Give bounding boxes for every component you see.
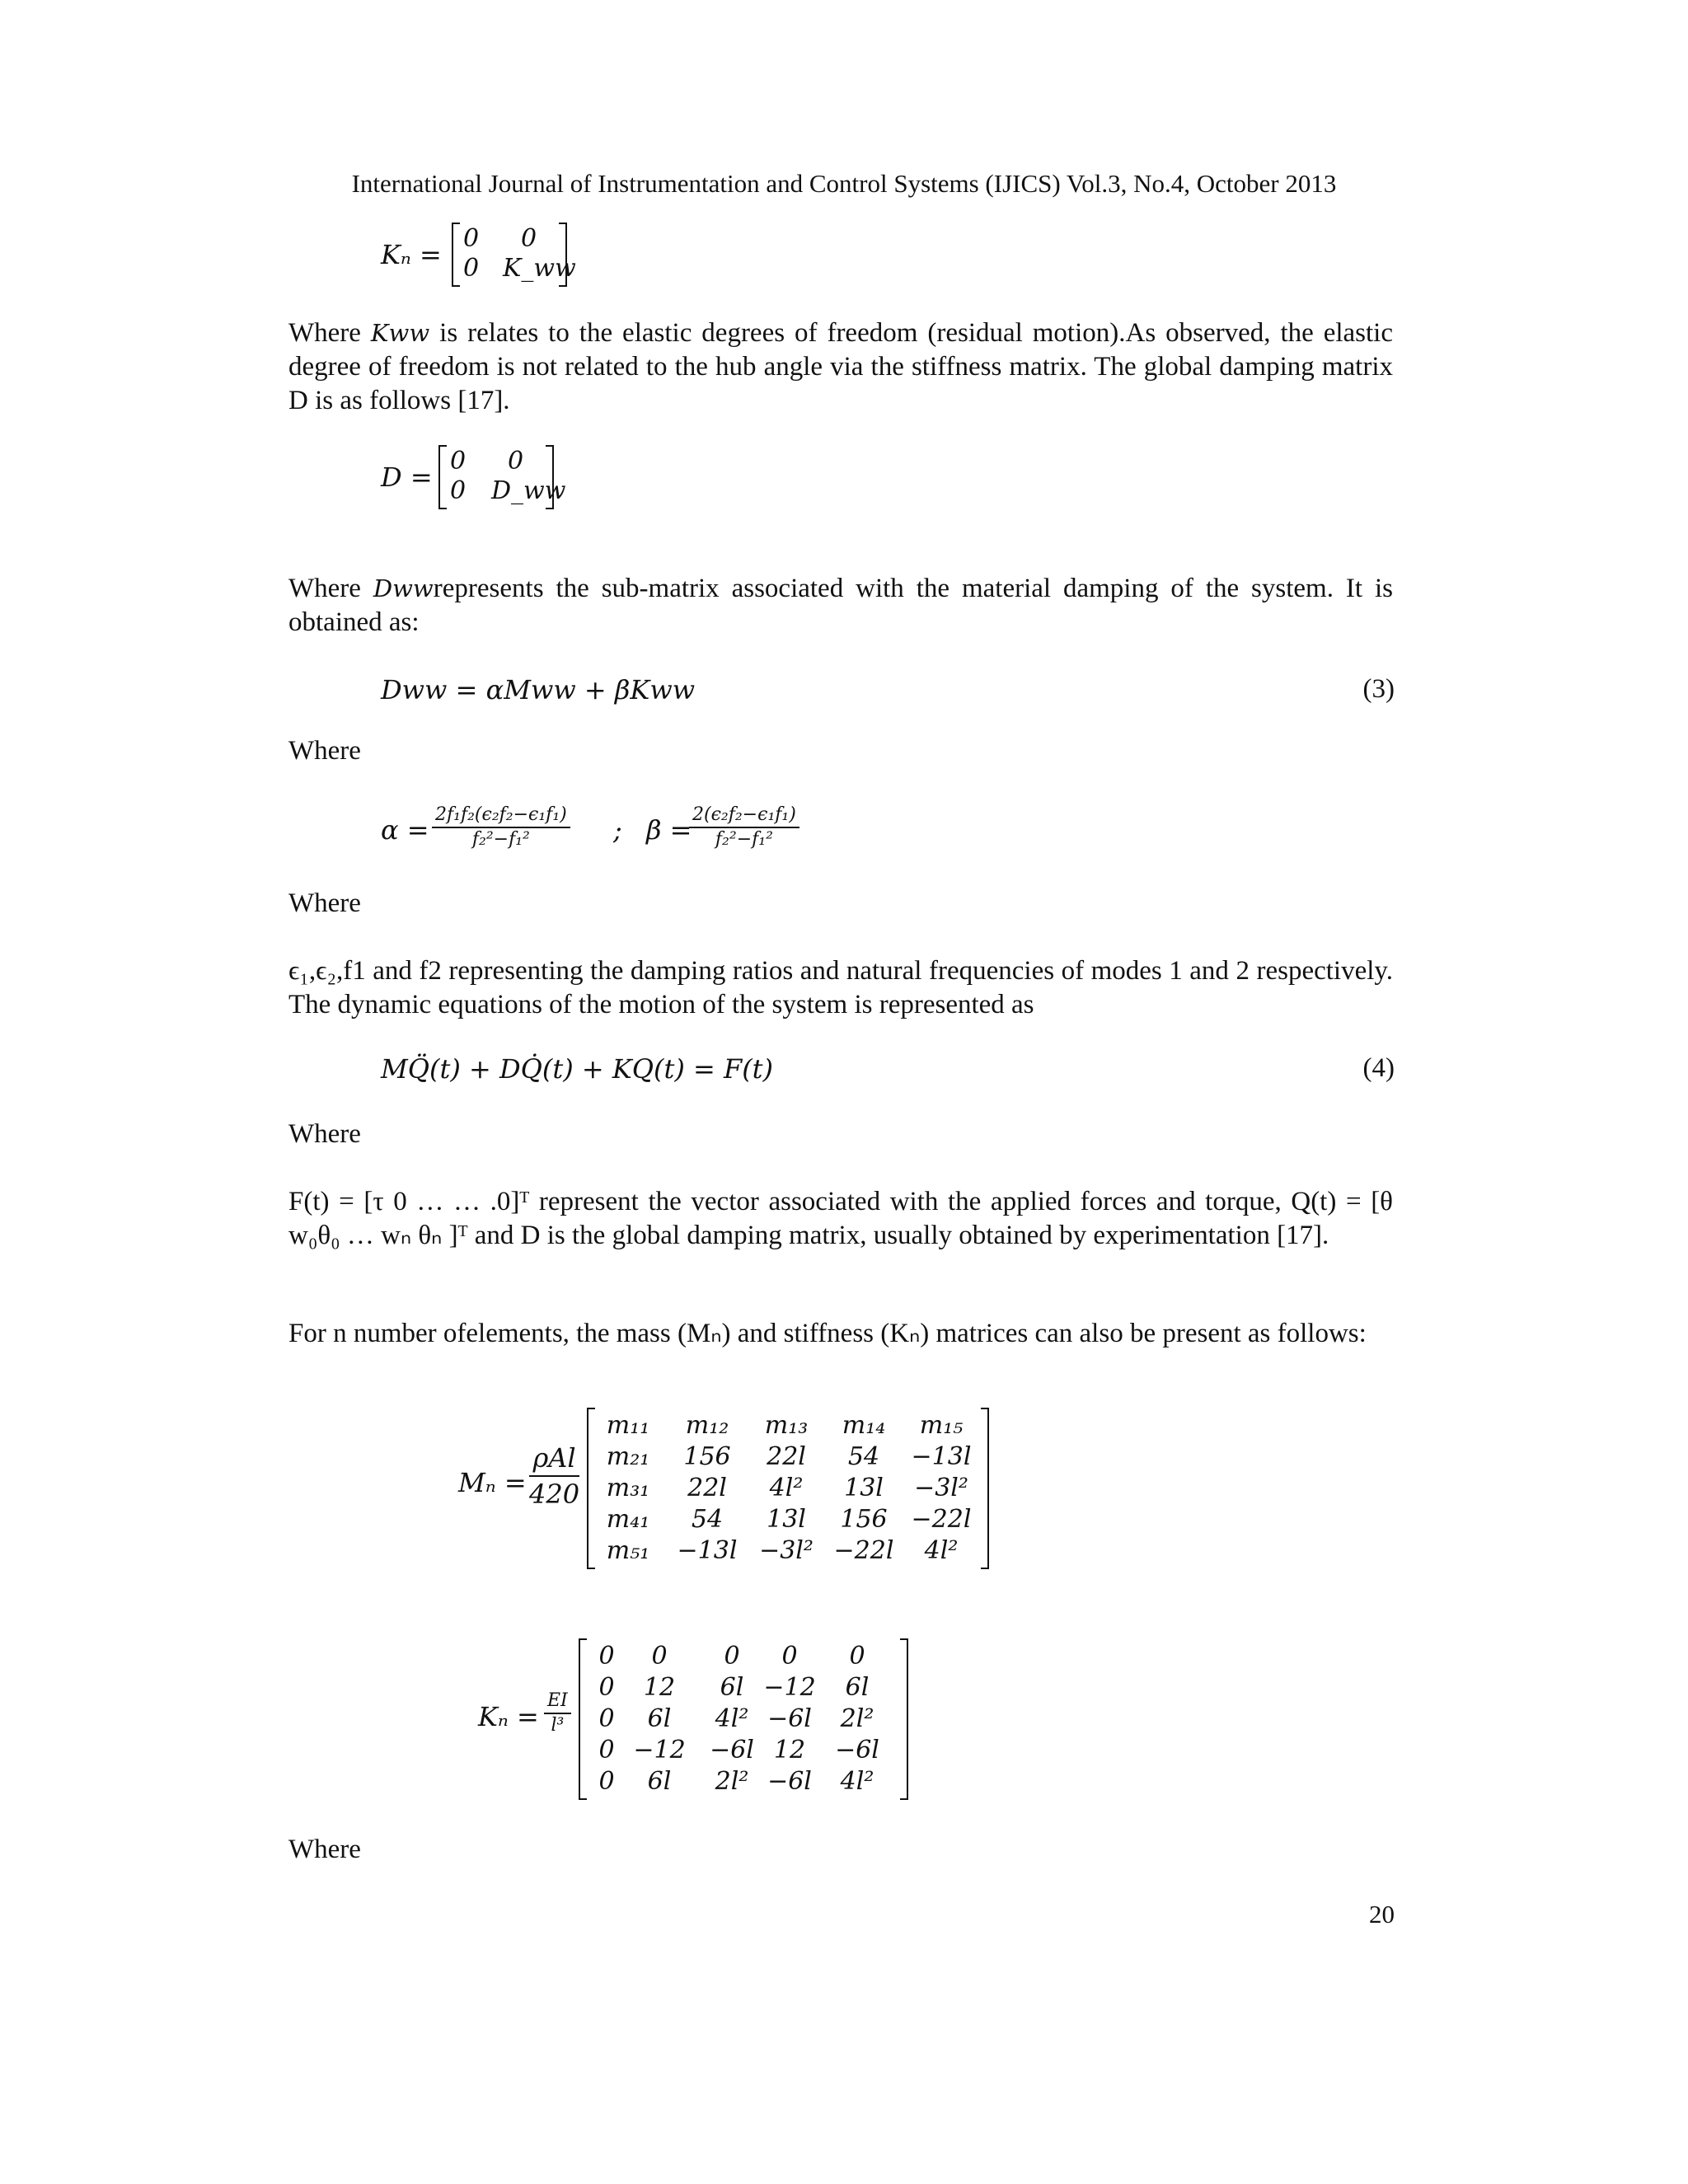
d-matrix-cell: 0 (508, 447, 524, 476)
alpha-numerator: 2f₁f₂(ϵ₂f₂−ϵ₁f₁) (432, 804, 570, 828)
mass-coef-denominator: 420 (529, 1479, 580, 1510)
matrix-cell: m₁₅ (919, 1411, 964, 1440)
matrix-cell: 13l (844, 1474, 884, 1502)
matrix-cell: −3l² (914, 1474, 968, 1502)
matrix-cell: m₁₃ (764, 1411, 809, 1440)
kn-top-cell: 0 (463, 254, 480, 283)
equation-4-number: (4) (1362, 1053, 1395, 1083)
para1-pre: Where (288, 318, 371, 348)
kn-top-cell: K_ww (503, 254, 576, 283)
matrix-cell: 6l (647, 1767, 672, 1796)
d-matrix (438, 445, 566, 509)
mass-matrix-lhs: Mₙ = (458, 1467, 527, 1498)
stiffness-matrix-coefficient (544, 1690, 571, 1737)
matrix-cell: 54 (691, 1505, 724, 1534)
matrix-cell: 22l (687, 1474, 727, 1502)
matrix-cell: 13l (767, 1505, 806, 1534)
beta-denominator: f₂²−f₁² (715, 829, 773, 850)
d-matrix-lhs: D = (381, 462, 433, 493)
matrix-cell: −22l (911, 1505, 972, 1534)
d-matrix-cell: 0 (450, 447, 467, 476)
alpha-lhs: α = (381, 814, 429, 846)
matrix-cell: 12 (643, 1673, 676, 1702)
matrix-cell: 0 (781, 1642, 798, 1671)
para2-pre: Where (288, 574, 373, 603)
matrix-cell: 0 (651, 1642, 668, 1671)
matrix-cell: 4l² (715, 1704, 749, 1733)
running-header: International Journal of Instrumentation and Control Systems (IJICS) Vol.3, No.4, October 2013 (351, 169, 1337, 198)
matrix-cell: m₂₁ (606, 1442, 650, 1471)
stiffness-coef-denominator: l³ (551, 1715, 565, 1736)
para2-text: represents the sub-matrix associated with the material damping of the system. It is obtained as: (288, 574, 1393, 637)
kn-top-matrix (452, 223, 576, 287)
matrix-cell: −6l (710, 1736, 754, 1765)
matrix-cell: m₁₄ (842, 1411, 886, 1440)
matrix-cell: 0 (598, 1704, 615, 1733)
matrix-cell: m₄₁ (606, 1505, 650, 1534)
matrix-cell: 12 (773, 1736, 806, 1765)
matrix-cell: −12 (633, 1736, 686, 1765)
where-label: Where (288, 736, 361, 766)
equation-4: MQ̈(t) + DQ̇(t) + KQ(t) = F(t) (381, 1053, 774, 1085)
matrix-cell: 156 (683, 1442, 731, 1471)
matrix-cell: m₁₁ (606, 1411, 650, 1440)
para1-text: is relates to the elastic degrees of freedom (residual motion).As observed, the elastic degree of freedom is not related to the hub angle via the stiffness matrix. The global damping matrix D is as follows [17]. (288, 318, 1393, 415)
matrix-cell: 2l² (840, 1704, 874, 1733)
matrix-cell: m₅₁ (606, 1536, 650, 1565)
page-number: 20 (1369, 1900, 1395, 1929)
matrix-cell: 4l² (769, 1474, 804, 1502)
where-label: Where (288, 1835, 361, 1864)
kn-top-lhs: Kₙ = (381, 239, 442, 270)
matrix-cell: 0 (724, 1642, 740, 1671)
kn-top-cell: 0 (521, 224, 537, 253)
matrix-cell: 6l (647, 1704, 672, 1733)
beta-numerator: 2(ϵ₂f₂−ϵ₁f₁) (689, 804, 799, 828)
matrix-cell: −6l (835, 1736, 879, 1765)
matrix-cell: 0 (598, 1642, 615, 1671)
stiffness-matrix-lhs: Kₙ = (478, 1701, 539, 1732)
matrix-cell: m₁₂ (685, 1411, 729, 1440)
d-matrix-cell: D_ww (491, 476, 566, 505)
matrix-cell: 0 (598, 1736, 615, 1765)
kn-top-cell: 0 (463, 224, 480, 253)
matrix-cell: 0 (598, 1767, 615, 1796)
matrix-cell: 22l (767, 1442, 806, 1471)
matrix-cell: −13l (911, 1442, 972, 1471)
mass-matrix-coefficient (529, 1441, 579, 1511)
matrix-cell: −6l (767, 1704, 812, 1733)
matrix-cell: 2l² (715, 1767, 749, 1796)
matrix-cell: 54 (847, 1442, 880, 1471)
alpha-denominator: f₂²−f₁² (471, 829, 530, 850)
matrix-cell: −6l (767, 1767, 812, 1796)
paragraph-damping (288, 572, 1393, 640)
equation-3: Dww = αMww + βKww (381, 674, 696, 705)
d-matrix-cell: 0 (450, 476, 467, 505)
where-label: Where (288, 1119, 361, 1149)
equation-3-number: (3) (1362, 674, 1395, 704)
matrix-cell: −3l² (759, 1536, 814, 1565)
paragraph-vectors: F(t) = [τ 0 … … .0]ᵀ represent the vector associated with the applied forces and torque, Q(t) = [θ w₀θ₀ … wₙ θₙ ]ᵀ and D is the global damping matrix, usually obtained by experimentation [17]. (288, 1187, 1393, 1250)
stiffness-matrix (579, 1638, 908, 1800)
paragraph-stiffness (288, 316, 1393, 418)
matrix-cell: 4l² (924, 1536, 959, 1565)
paragraph-modes: ϵ₁,ϵ₂,f1 and f2 representing the damping ratios and natural frequencies of modes 1 and 2 respectively. The dynamic equations of the motion of the system is represented as (288, 956, 1393, 1019)
stiffness-coef-numerator: EI (544, 1690, 571, 1714)
para2-symbol: Dww (373, 574, 434, 602)
paragraph-matrices: For n number ofelements, the mass (Mₙ) and stiffness (Kₙ) matrices can also be present as follows: (288, 1319, 1367, 1348)
matrix-cell: −13l (677, 1536, 738, 1565)
para1-symbol: Kww (370, 319, 430, 347)
matrix-cell: m₃₁ (606, 1474, 650, 1502)
mass-coef-numerator: ρAl (529, 1441, 579, 1477)
separator: ; (613, 814, 622, 846)
matrix-cell: 6l (720, 1673, 744, 1702)
matrix-cell: 0 (849, 1642, 865, 1671)
matrix-cell: 4l² (840, 1767, 874, 1796)
matrix-cell: 0 (598, 1673, 615, 1702)
alpha-fraction (432, 804, 570, 851)
matrix-cell: −22l (833, 1536, 894, 1565)
beta-fraction (689, 804, 799, 851)
matrix-cell: −12 (763, 1673, 816, 1702)
matrix-cell: 156 (840, 1505, 888, 1534)
matrix-cell: 6l (845, 1673, 870, 1702)
mass-matrix (587, 1408, 989, 1569)
beta-lhs: β = (646, 814, 692, 846)
where-label: Where (288, 888, 361, 918)
